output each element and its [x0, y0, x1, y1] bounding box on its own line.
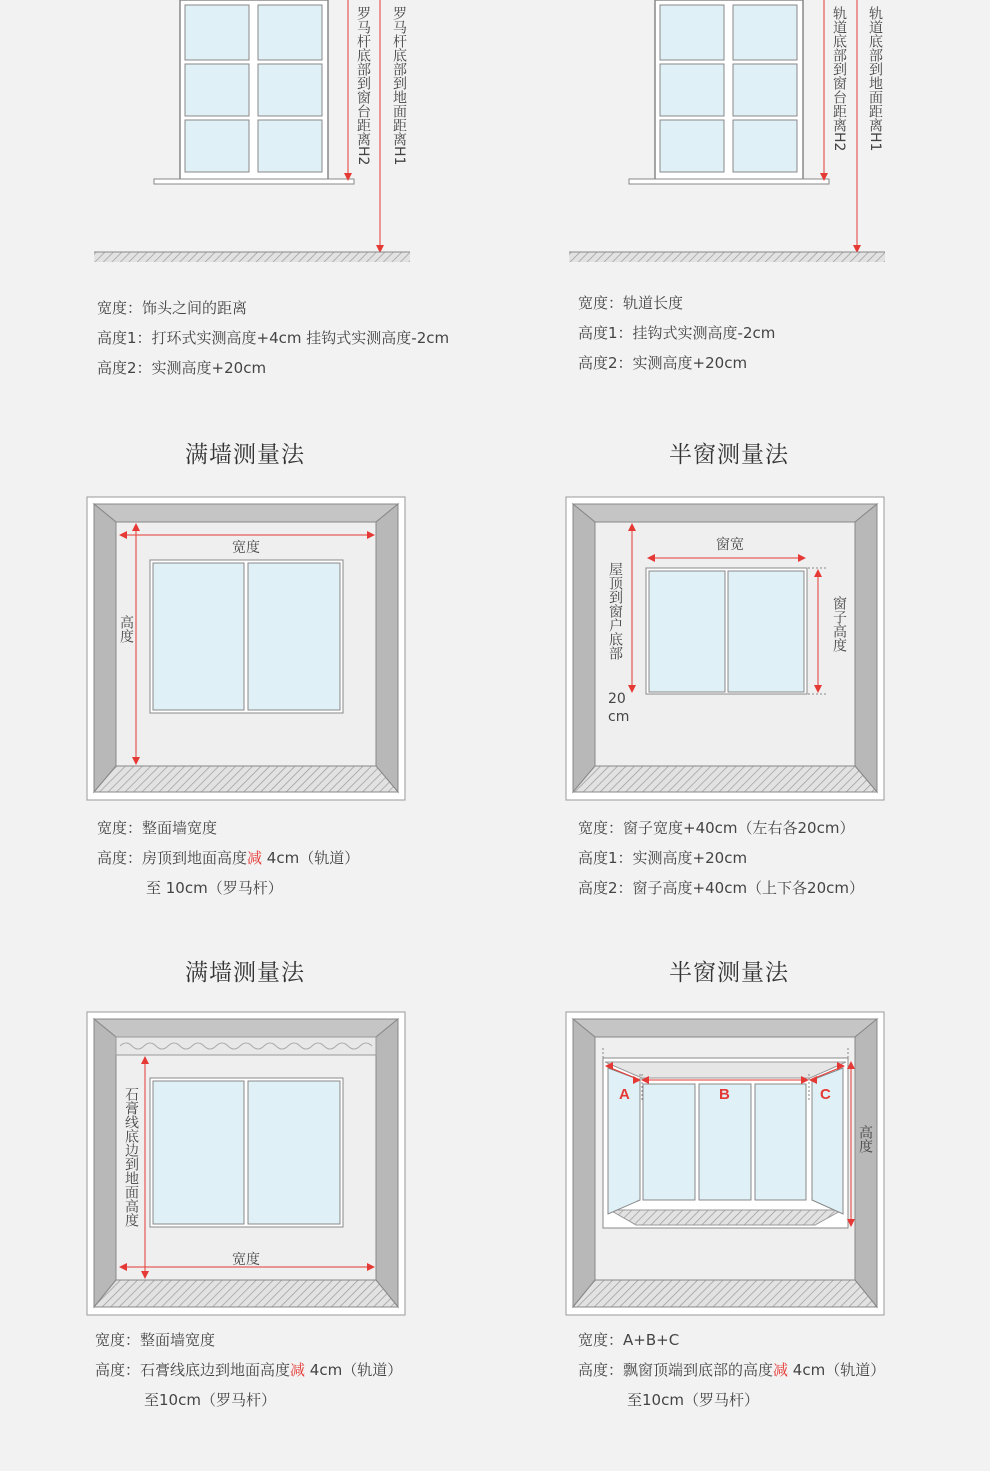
- mid-right-description: [578, 813, 864, 903]
- mid-left-description: [97, 813, 359, 903]
- desc-minus-highlight: 减: [247, 849, 263, 867]
- desc-line: 高度2：实测高度+20cm: [578, 354, 748, 372]
- desc-line: 高度2：窗子高度+40cm（上下各20cm）: [578, 879, 865, 897]
- label-plaster-to-floor: 石膏线底边到地面高度: [123, 1087, 139, 1227]
- desc-line: 宽度：A+B+C: [578, 1331, 680, 1349]
- desc-line: 高度1：挂钩式实测高度-2cm: [578, 324, 776, 342]
- label-segment-c: C: [820, 1086, 831, 1103]
- desc-line: [97, 843, 359, 873]
- top-left-description: [97, 293, 449, 383]
- desc-line: [95, 1355, 402, 1385]
- section-title-half-window-bay: 半窗测量法: [669, 960, 789, 986]
- label-width: 宽度: [232, 1252, 260, 1268]
- section-title-full-wall: 满墙测量法: [185, 442, 305, 468]
- label-segment-b: B: [719, 1086, 730, 1103]
- top-right-description: [578, 288, 775, 378]
- desc-line: 高度1：实测高度+20cm: [578, 849, 748, 867]
- desc-text: 高度：房顶到地面高度: [97, 849, 248, 867]
- desc-text: 高度：石膏线底边到地面高度: [95, 1361, 291, 1379]
- desc-minus-highlight: 减: [290, 1361, 306, 1379]
- desc-line: 高度1：打环式实测高度+4cm 挂钩式实测高度-2cm: [97, 329, 450, 347]
- label-window-height: 窗子高度: [831, 596, 847, 652]
- desc-text: 4cm（轨道）: [788, 1361, 886, 1379]
- desc-line: 宽度：窗子宽度+40cm（左右各20cm）: [578, 819, 855, 837]
- label-20: 20: [608, 691, 626, 707]
- desc-line: 高度2：实测高度+20cm: [97, 359, 267, 377]
- desc-line: 宽度：轨道长度: [578, 294, 684, 312]
- label-track-to-floor-h1: 轨道底部到地面距离H1: [867, 6, 883, 152]
- desc-text: 4cm（轨道）: [262, 849, 360, 867]
- section-title-full-wall-plaster: 满墙测量法: [185, 960, 305, 986]
- desc-line: 至 10cm（罗马杆）: [146, 879, 283, 897]
- desc-text: 高度：飘窗顶端到底部的高度: [578, 1361, 774, 1379]
- desc-line: [578, 1355, 885, 1385]
- label-roof-to-window-bottom: 屋顶到窗户底部: [607, 562, 623, 660]
- desc-line: 至10cm（罗马杆）: [144, 1391, 276, 1409]
- desc-line: 宽度：整面墙宽度: [95, 1331, 216, 1349]
- section-title-half-window: 半窗测量法: [669, 442, 789, 468]
- label-roman-rod-to-sill-h2: 罗马杆底部到窗台距离H2: [355, 6, 371, 166]
- label-height: 高度: [857, 1125, 873, 1153]
- label-window-width: 窗宽: [716, 537, 744, 553]
- label-cm: cm: [608, 709, 630, 725]
- desc-line: 宽度：饰头之间的距离: [97, 299, 248, 317]
- desc-line: 宽度：整面墙宽度: [97, 819, 218, 837]
- label-segment-a: A: [619, 1086, 630, 1103]
- desc-minus-highlight: 减: [773, 1361, 789, 1379]
- desc-text: 4cm（轨道）: [305, 1361, 403, 1379]
- label-width: 宽度: [232, 540, 260, 556]
- bottom-right-bay-window-diagram: [566, 1012, 884, 1315]
- label-roman-rod-to-floor-h1: 罗马杆底部到地面距离H1: [391, 6, 407, 166]
- bottom-left-description: [95, 1325, 402, 1415]
- desc-line: 至10cm（罗马杆）: [627, 1391, 759, 1409]
- label-track-to-sill-h2: 轨道底部到窗台距离H2: [831, 6, 847, 152]
- label-height: 高度: [118, 615, 134, 643]
- bottom-right-description: [578, 1325, 885, 1415]
